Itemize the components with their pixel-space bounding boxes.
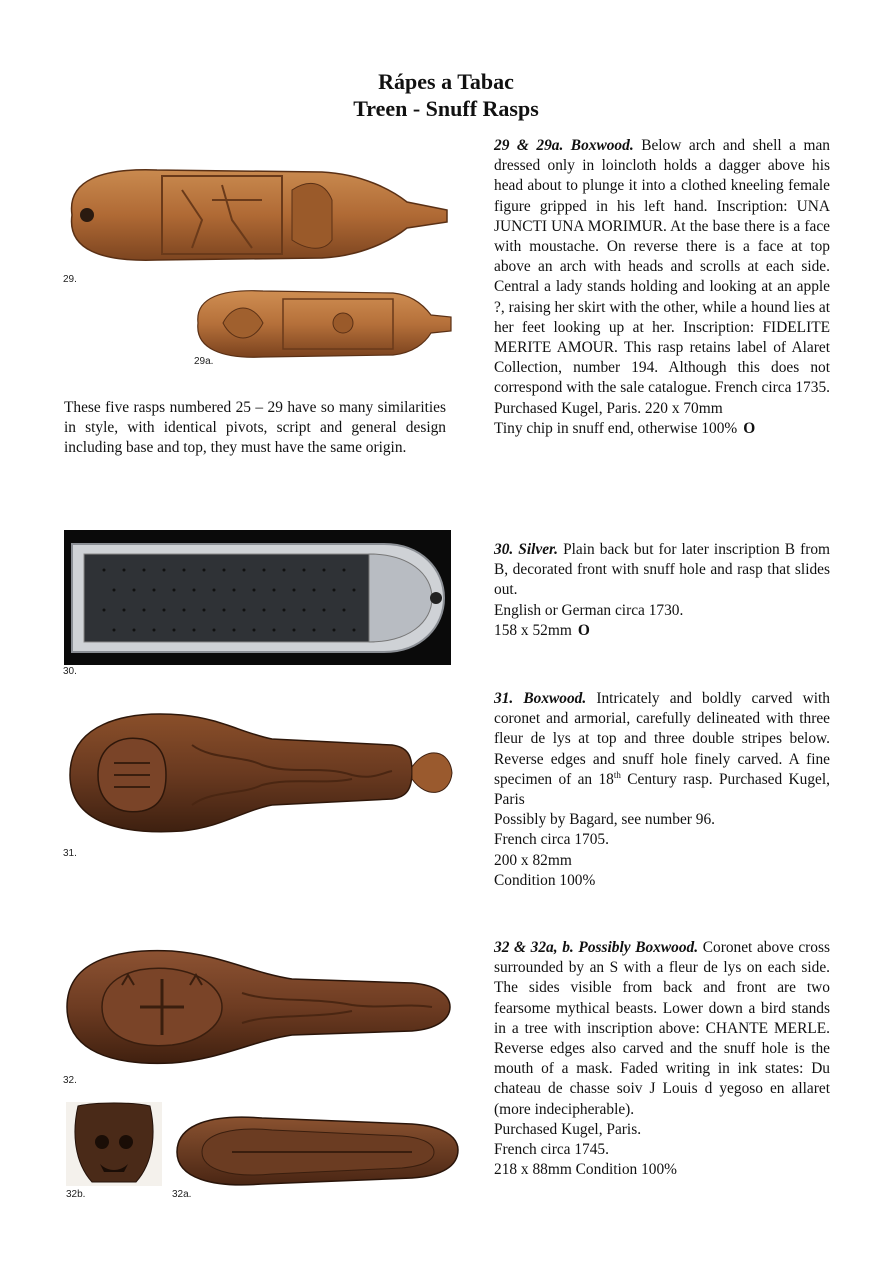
entry-30 xyxy=(494,540,830,641)
entry-30-body: Plain back but for later inscription B from B, decorated front with snuff hole and rasp that slides out. xyxy=(494,541,830,599)
entry-30-size: 158 x 52mm xyxy=(494,621,572,639)
entry-32-purchase: Purchased Kugel, Paris. xyxy=(494,1120,642,1138)
entry-32-heading: 32 & 32a, b. Possibly Boxwood. xyxy=(494,939,699,956)
page-title: Rápes a Tabac xyxy=(378,69,514,94)
rasp-32b-image xyxy=(66,1102,162,1186)
entry-31-body-end: Century rasp. Purchased Kugel, Paris xyxy=(494,770,830,809)
rasp-31-image xyxy=(62,705,454,840)
entry-31-attribution: Possibly by Bagard, see number 96. xyxy=(494,811,715,829)
rasp-32-image xyxy=(62,943,452,1071)
rasp-32a-image xyxy=(172,1110,462,1192)
entry-29-heading: 29 & 29a. Boxwood. xyxy=(494,137,634,154)
entry-30-mark: O xyxy=(577,621,590,639)
entry-32-size: 218 x 88mm Condition 100% xyxy=(494,1161,677,1179)
entry-31-body: Intricately and boldly carved with coronet and armorial, carefully delineated with three fleur de lys at top and three double stripes below. Reverse edges and snuff hole finely carved. A fine specimen of an 18 xyxy=(494,690,830,788)
caption-32: 32. xyxy=(63,1075,77,1086)
entry-31-origin: French circa 1705. xyxy=(494,831,609,849)
caption-31: 31. xyxy=(63,848,77,859)
caption-29: 29. xyxy=(63,274,77,285)
entry-30-heading: 30. Silver. xyxy=(494,541,559,558)
origin-note: These five rasps numbered 25 – 29 have so many similarities in style, with identical pivots, script and general design including base and top, they must have the same origin. xyxy=(64,399,446,457)
entry-30-origin: English or German circa 1730. xyxy=(494,601,684,619)
entry-29-condition: Tiny chip in snuff end, otherwise 100% xyxy=(494,419,738,437)
entry-29 xyxy=(494,136,830,439)
caption-32b: 32b. xyxy=(66,1189,86,1200)
caption-30: 30. xyxy=(63,666,77,677)
entry-31-size: 200 x 82mm xyxy=(494,851,572,869)
entry-31-superscript: th xyxy=(613,769,621,780)
page-subtitle: Treen - Snuff Rasps xyxy=(353,96,539,121)
rasp-29-image xyxy=(62,160,452,270)
entry-31-heading: 31. Boxwood. xyxy=(494,690,587,707)
rasp-30-image xyxy=(64,530,451,665)
rasp-29a-image xyxy=(193,285,455,360)
caption-29a: 29a. xyxy=(194,356,214,367)
caption-32a: 32a. xyxy=(172,1189,192,1200)
entry-32-body: Coronet above cross surrounded by an S with a fleur de lys on each side. The sides visible from back and front are two fearsome mythical beasts. Lower down a bird stands in a tree with inscription above: CHANTE MERLE. Reverse edges also carved and the snuff hole is the mouth of a mask. Faded writing in ink states: Du chateau de chasse soiv J Louis d yegoso en allaret (more indecipherable). xyxy=(494,939,830,1118)
entry-29-mark: O xyxy=(743,419,756,437)
entry-31 xyxy=(494,689,830,891)
entry-29-body: Below arch and shell a man dressed only in loincloth holds a dagger above his head about to plunge it into a clothed kneeling female figure gripped in his left hand. Inscription: UNA JUNCTI UNA MORIMUR. At the base there is a face with moustache. On reverse there is a face at top above an arch with heads and scrolls at each side. Central a lady stands holding and looking at an apple ?, raising her skirt with the other, while a hound lies at her feet looking up at her. Inscription: FIDELITE MERITE AMOUR. This rasp retains label of Alaret Collection, number 194. Although this does not correspond with the sale catalogue. French circa 1735. Purchased Kugel, Paris. 220 x 70mm xyxy=(494,137,830,417)
entry-32 xyxy=(494,938,830,1180)
entry-32-origin: French circa 1745. xyxy=(494,1141,609,1159)
entry-31-condition: Condition 100% xyxy=(494,871,596,889)
